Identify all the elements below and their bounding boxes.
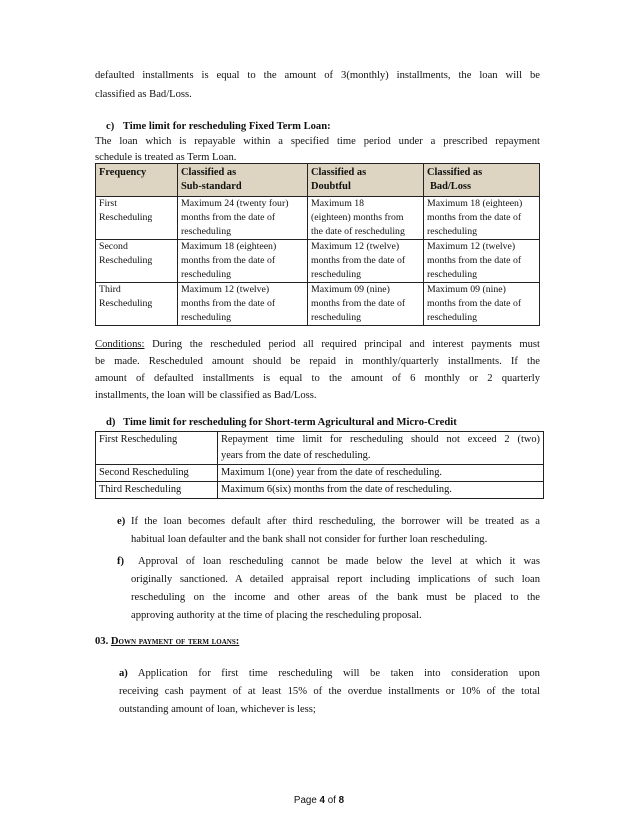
intro-paragraph [95,68,540,103]
section-03-number: 03. [95,636,109,647]
section-c-title: Time limit for rescheduling Fixed Term Loan: [122,121,331,132]
cell-doubtful: Maximum 18 (eighteen) months from the date of rescheduling [308,197,424,240]
section-d-heading [106,415,457,431]
cell-substandard: Maximum 18 (eighteen) months from the date of rescheduling [178,240,308,283]
item-f-text [131,554,540,624]
table-row [96,197,540,240]
cell-frequency: Third Rescheduling [96,283,178,326]
item-e-line-2: habitual loan defaulter and the bank shall not consider for further loan rescheduling. [131,534,488,545]
footer-total-pages: 8 [338,795,345,806]
item-a-line-2: receiving cash payment of at least 15% of the overdue installments or 10% of the total [119,686,540,697]
item-f-number: f) [117,556,125,567]
section-c-paragraph [95,134,540,166]
item-a-line-3: outstanding amount of loan, whichever is less; [119,704,316,715]
row-text: Maximum 1(one) year from the date of rescheduling. [218,465,544,482]
cell-doubtful: Maximum 12 (twelve) months from the date of rescheduling [308,240,424,283]
item-f-line-4: approving authority at the time of placing the rescheduling proposal. [131,610,422,621]
row-label: Second Rescheduling [96,465,218,482]
table-row [96,432,544,465]
cell-badloss: Maximum 18 (eighteen) months from the date of rescheduling [424,197,540,240]
conditions-line-1: During the rescheduled period all required principal and interest payments must [152,339,541,350]
cell-badloss: Maximum 12 (twelve) months from the date of rescheduling [424,240,540,283]
conditions-line-2: be made. Rescheduled amount should be repaid in monthly/quarterly installments. If the [95,356,540,367]
short-term-table [95,431,544,499]
item-f-line-1: Approval of loan rescheduling cannot be made below the level at which it was [138,556,540,567]
header-doubtful: Classified as Doubtful [308,164,424,197]
item-e-line-1: If the loan becomes default after third rescheduling, the borrower will be treated as a [131,516,540,527]
conditions-label: Conditions: [95,339,145,350]
conditions-line-3: amount of defaulted installments is equal to the amount of 6 monthly or 2 quarterly [95,373,540,384]
cell-substandard: Maximum 24 (twenty four) months from the date of rescheduling [178,197,308,240]
cell-substandard: Maximum 12 (twelve) months from the date of rescheduling [178,283,308,326]
row-label: First Rescheduling [96,432,218,465]
footer-page-word: Page [293,795,317,806]
table-row [96,465,544,482]
section-d-number: d) [106,417,116,428]
cell-frequency: Second Rescheduling [96,240,178,283]
section-03-title: Down payment of term loans: [110,636,240,647]
table-row [96,482,544,499]
item-f-line-2: originally sanctioned. A detailed appraisal report including implications of such loan [131,574,540,585]
table-row [96,240,540,283]
footer-page-number: 4 [319,795,325,806]
cell-badloss: Maximum 09 (nine) months from the date of rescheduling [424,283,540,326]
header-frequency: Frequency [96,164,178,197]
conditions-paragraph [95,337,540,404]
section-c-line-1: The loan which is repayable within a specified time period under a prescribed repayment [95,136,540,147]
header-badloss: Classified as Bad/Loss [424,164,540,197]
item-f-line-3: rescheduling on the income and other areas of the bank must be placed to the [131,592,540,603]
cell-frequency: First Rescheduling [96,197,178,240]
section-c-heading [106,119,331,135]
item-a-line-1: Application for first time rescheduling will be taken into consideration upon [137,668,540,679]
item-e-text [131,514,540,548]
section-d-title: Time limit for rescheduling for Short-term Agricultural and Micro-Credit [123,417,457,428]
item-e-number: e) [117,516,126,527]
page-footer [0,793,638,809]
footer-of-word: of [327,795,336,806]
fixed-term-table [95,163,540,326]
item-a-paragraph [119,666,540,718]
row-text: Maximum 6(six) months from the date of rescheduling. [218,482,544,499]
header-substandard: Classified as Sub-standard [178,164,308,197]
item-a-number: a) [119,668,128,679]
table-header-row [96,164,540,197]
conditions-line-4: installments, the loan will be classified as Bad/Loss. [95,390,317,401]
cell-doubtful: Maximum 09 (nine) months from the date of rescheduling [308,283,424,326]
section-03-heading [95,634,239,650]
row-label: Third Rescheduling [96,482,218,499]
table-row [96,283,540,326]
intro-line-2: classified as Bad/Loss. [95,89,192,100]
row-text: Repayment time limit for rescheduling should not exceed 2 (two) years from the date of rescheduling. [218,432,544,465]
intro-line-1: defaulted installments is equal to the amount of 3(monthly) installments, the loan will be [95,70,540,81]
section-c-number: c) [106,121,115,132]
section-c-line-2: schedule is treated as Term Loan. [95,152,237,163]
